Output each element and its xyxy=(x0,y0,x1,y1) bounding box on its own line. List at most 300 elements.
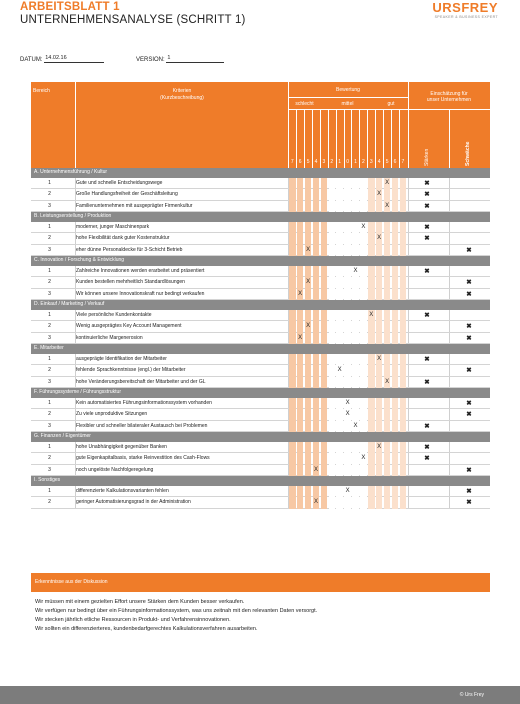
rating-cell[interactable] xyxy=(289,377,296,389)
rating-cell[interactable] xyxy=(368,178,375,190)
rating-cell[interactable] xyxy=(305,222,312,234)
rating-cell[interactable] xyxy=(336,354,343,366)
rating-cell[interactable] xyxy=(305,333,312,345)
rating-cell[interactable] xyxy=(384,486,391,498)
rating-cell[interactable] xyxy=(344,321,351,333)
rating-cell[interactable] xyxy=(352,465,359,477)
rating-cell[interactable] xyxy=(352,233,359,245)
rating-cell[interactable] xyxy=(329,442,336,454)
rating-cell[interactable] xyxy=(329,365,336,377)
rating-cell[interactable] xyxy=(329,189,336,201)
rating-cell[interactable] xyxy=(297,189,304,201)
rating-cell[interactable] xyxy=(344,333,351,345)
rating-cell[interactable] xyxy=(392,333,399,345)
rating-cell[interactable] xyxy=(297,365,304,377)
rating-cell[interactable] xyxy=(313,333,320,345)
rating-cell[interactable] xyxy=(289,453,296,465)
rating-cell[interactable] xyxy=(400,421,407,433)
rating-cell[interactable] xyxy=(289,442,296,454)
rating-cell[interactable] xyxy=(376,289,383,301)
rating-cell[interactable] xyxy=(329,377,336,389)
rating-cell[interactable] xyxy=(336,465,343,477)
rating-cell[interactable] xyxy=(313,310,320,322)
rating-cell[interactable] xyxy=(305,497,312,509)
rating-cell[interactable] xyxy=(360,409,367,421)
rating-cell[interactable] xyxy=(336,333,343,345)
rating-cell[interactable] xyxy=(352,222,359,234)
rating-cell[interactable] xyxy=(400,442,407,454)
rating-cell[interactable] xyxy=(368,189,375,201)
rating-cell[interactable] xyxy=(400,321,407,333)
rating-cell[interactable] xyxy=(313,442,320,454)
rating-cell[interactable] xyxy=(336,289,343,301)
rating-cell[interactable] xyxy=(321,497,328,509)
rating-cell[interactable] xyxy=(360,189,367,201)
rating-cell[interactable] xyxy=(289,245,296,257)
rating-cell[interactable] xyxy=(384,409,391,421)
rating-cell[interactable] xyxy=(329,310,336,322)
rating-cell[interactable] xyxy=(368,365,375,377)
rating-cell[interactable] xyxy=(400,310,407,322)
rating-cell[interactable] xyxy=(289,310,296,322)
rating-cell[interactable] xyxy=(376,497,383,509)
rating-cell[interactable] xyxy=(305,233,312,245)
rating-cell[interactable] xyxy=(360,377,367,389)
rating-cell[interactable] xyxy=(352,277,359,289)
rating-cell[interactable] xyxy=(305,189,312,201)
rating-cell[interactable] xyxy=(321,333,328,345)
rating-cell[interactable] xyxy=(352,377,359,389)
rating-cell[interactable] xyxy=(329,266,336,278)
rating-cell[interactable] xyxy=(289,189,296,201)
rating-cell[interactable] xyxy=(392,289,399,301)
rating-cell[interactable] xyxy=(336,277,343,289)
rating-cell[interactable] xyxy=(392,245,399,257)
rating-cell[interactable] xyxy=(336,377,343,389)
rating-cell[interactable] xyxy=(305,289,312,301)
rating-cell[interactable] xyxy=(376,333,383,345)
rating-cell[interactable] xyxy=(352,365,359,377)
rating-cell[interactable] xyxy=(384,333,391,345)
rating-cell[interactable] xyxy=(360,289,367,301)
rating-cell[interactable] xyxy=(400,245,407,257)
rating-cell[interactable] xyxy=(297,245,304,257)
rating-cell[interactable] xyxy=(313,201,320,213)
rating-cell[interactable] xyxy=(313,266,320,278)
rating-cell[interactable] xyxy=(368,453,375,465)
rating-cell[interactable] xyxy=(360,465,367,477)
rating-cell[interactable] xyxy=(313,354,320,366)
rating-cell[interactable] xyxy=(344,421,351,433)
rating-cell[interactable] xyxy=(392,178,399,190)
rating-cell[interactable] xyxy=(360,354,367,366)
rating-cell[interactable] xyxy=(352,245,359,257)
rating-cell[interactable] xyxy=(368,245,375,257)
rating-cell[interactable] xyxy=(368,289,375,301)
rating-cell[interactable] xyxy=(297,486,304,498)
rating-cell[interactable] xyxy=(392,465,399,477)
rating-cell[interactable] xyxy=(297,442,304,454)
rating-cell[interactable] xyxy=(289,497,296,509)
rating-cell[interactable] xyxy=(384,465,391,477)
date-value[interactable]: 14.02.16 xyxy=(44,55,104,63)
rating-cell[interactable] xyxy=(336,310,343,322)
rating-cell[interactable] xyxy=(321,321,328,333)
rating-cell[interactable] xyxy=(297,277,304,289)
rating-cell[interactable] xyxy=(376,321,383,333)
rating-cell[interactable] xyxy=(376,409,383,421)
rating-cell[interactable] xyxy=(329,245,336,257)
rating-cell[interactable] xyxy=(336,321,343,333)
rating-cell[interactable] xyxy=(329,486,336,498)
rating-cell[interactable] xyxy=(384,442,391,454)
rating-cell[interactable] xyxy=(344,189,351,201)
rating-cell[interactable] xyxy=(392,189,399,201)
rating-cell[interactable] xyxy=(368,442,375,454)
rating-cell[interactable] xyxy=(336,398,343,410)
rating-cell[interactable] xyxy=(376,277,383,289)
rating-cell[interactable] xyxy=(344,365,351,377)
rating-cell[interactable] xyxy=(344,201,351,213)
rating-cell[interactable] xyxy=(289,486,296,498)
rating-cell[interactable] xyxy=(376,201,383,213)
rating-cell[interactable] xyxy=(384,233,391,245)
rating-cell[interactable] xyxy=(297,178,304,190)
rating-cell[interactable] xyxy=(305,365,312,377)
rating-cell[interactable] xyxy=(344,289,351,301)
rating-cell[interactable] xyxy=(368,233,375,245)
rating-cell[interactable] xyxy=(376,178,383,190)
rating-cell[interactable] xyxy=(400,189,407,201)
rating-cell[interactable] xyxy=(392,398,399,410)
rating-cell[interactable] xyxy=(368,497,375,509)
rating-cell[interactable] xyxy=(352,310,359,322)
rating-cell[interactable] xyxy=(329,233,336,245)
rating-cell[interactable] xyxy=(336,245,343,257)
rating-cell[interactable] xyxy=(329,277,336,289)
rating-cell[interactable] xyxy=(368,266,375,278)
rating-cell[interactable] xyxy=(289,277,296,289)
rating-cell[interactable] xyxy=(313,321,320,333)
rating-cell[interactable] xyxy=(305,421,312,433)
rating-cell[interactable] xyxy=(297,222,304,234)
rating-cell[interactable] xyxy=(352,409,359,421)
rating-cell[interactable] xyxy=(384,354,391,366)
rating-cell[interactable] xyxy=(360,266,367,278)
rating-cell[interactable] xyxy=(297,398,304,410)
rating-cell[interactable] xyxy=(321,465,328,477)
rating-cell[interactable] xyxy=(329,178,336,190)
rating-cell[interactable] xyxy=(321,354,328,366)
rating-cell[interactable] xyxy=(368,354,375,366)
rating-cell[interactable] xyxy=(376,421,383,433)
rating-cell[interactable] xyxy=(368,333,375,345)
rating-cell[interactable] xyxy=(305,178,312,190)
rating-cell[interactable] xyxy=(344,277,351,289)
rating-cell[interactable] xyxy=(289,222,296,234)
rating-cell[interactable] xyxy=(376,465,383,477)
rating-cell[interactable] xyxy=(313,233,320,245)
rating-cell[interactable] xyxy=(305,398,312,410)
rating-cell[interactable] xyxy=(321,178,328,190)
rating-cell[interactable] xyxy=(297,409,304,421)
rating-cell[interactable] xyxy=(392,310,399,322)
rating-cell[interactable] xyxy=(384,398,391,410)
rating-cell[interactable] xyxy=(400,465,407,477)
rating-cell[interactable] xyxy=(336,486,343,498)
rating-cell[interactable] xyxy=(336,453,343,465)
rating-cell[interactable] xyxy=(289,233,296,245)
rating-cell[interactable] xyxy=(344,178,351,190)
rating-cell[interactable] xyxy=(329,201,336,213)
rating-cell[interactable] xyxy=(400,277,407,289)
rating-cell[interactable] xyxy=(305,310,312,322)
rating-cell[interactable] xyxy=(352,398,359,410)
rating-cell[interactable] xyxy=(400,497,407,509)
rating-cell[interactable] xyxy=(321,189,328,201)
rating-cell[interactable] xyxy=(289,178,296,190)
rating-cell[interactable] xyxy=(392,377,399,389)
rating-cell[interactable] xyxy=(360,421,367,433)
rating-cell[interactable] xyxy=(329,453,336,465)
rating-cell[interactable] xyxy=(392,354,399,366)
rating-cell[interactable] xyxy=(360,365,367,377)
rating-cell[interactable] xyxy=(360,497,367,509)
rating-cell[interactable] xyxy=(336,421,343,433)
rating-cell[interactable] xyxy=(400,377,407,389)
rating-cell[interactable] xyxy=(360,321,367,333)
rating-cell[interactable] xyxy=(360,277,367,289)
rating-cell[interactable] xyxy=(336,222,343,234)
rating-cell[interactable] xyxy=(344,233,351,245)
rating-cell[interactable] xyxy=(344,266,351,278)
rating-cell[interactable] xyxy=(384,497,391,509)
rating-cell[interactable] xyxy=(297,233,304,245)
rating-cell[interactable] xyxy=(344,465,351,477)
rating-cell[interactable] xyxy=(376,222,383,234)
rating-cell[interactable] xyxy=(400,453,407,465)
rating-cell[interactable] xyxy=(368,486,375,498)
rating-cell[interactable] xyxy=(305,453,312,465)
rating-cell[interactable] xyxy=(352,453,359,465)
rating-cell[interactable] xyxy=(376,365,383,377)
rating-cell[interactable] xyxy=(305,354,312,366)
rating-cell[interactable] xyxy=(321,222,328,234)
rating-cell[interactable] xyxy=(368,222,375,234)
rating-cell[interactable] xyxy=(289,289,296,301)
rating-cell[interactable] xyxy=(305,465,312,477)
rating-cell[interactable] xyxy=(400,289,407,301)
rating-cell[interactable] xyxy=(392,277,399,289)
rating-cell[interactable] xyxy=(297,497,304,509)
rating-cell[interactable] xyxy=(360,310,367,322)
rating-cell[interactable] xyxy=(360,442,367,454)
rating-cell[interactable] xyxy=(329,289,336,301)
rating-cell[interactable] xyxy=(352,178,359,190)
rating-cell[interactable] xyxy=(321,266,328,278)
rating-cell[interactable] xyxy=(352,189,359,201)
rating-cell[interactable] xyxy=(321,289,328,301)
rating-cell[interactable] xyxy=(392,409,399,421)
rating-cell[interactable] xyxy=(289,398,296,410)
rating-cell[interactable] xyxy=(336,201,343,213)
rating-cell[interactable] xyxy=(313,189,320,201)
rating-cell[interactable] xyxy=(352,486,359,498)
rating-cell[interactable] xyxy=(360,398,367,410)
rating-cell[interactable] xyxy=(305,486,312,498)
rating-cell[interactable] xyxy=(360,201,367,213)
rating-cell[interactable] xyxy=(329,465,336,477)
rating-cell[interactable] xyxy=(360,486,367,498)
rating-cell[interactable] xyxy=(400,486,407,498)
rating-cell[interactable] xyxy=(352,497,359,509)
rating-cell[interactable] xyxy=(297,421,304,433)
rating-cell[interactable] xyxy=(289,409,296,421)
rating-cell[interactable] xyxy=(368,465,375,477)
rating-cell[interactable] xyxy=(321,310,328,322)
rating-cell[interactable] xyxy=(384,421,391,433)
rating-cell[interactable] xyxy=(368,321,375,333)
rating-cell[interactable] xyxy=(336,409,343,421)
rating-cell[interactable] xyxy=(305,266,312,278)
rating-cell[interactable] xyxy=(352,289,359,301)
rating-cell[interactable] xyxy=(368,409,375,421)
rating-cell[interactable] xyxy=(344,245,351,257)
rating-cell[interactable] xyxy=(344,453,351,465)
rating-cell[interactable] xyxy=(400,333,407,345)
rating-cell[interactable] xyxy=(313,222,320,234)
rating-cell[interactable] xyxy=(289,333,296,345)
rating-cell[interactable] xyxy=(400,222,407,234)
rating-cell[interactable] xyxy=(321,442,328,454)
rating-cell[interactable] xyxy=(368,398,375,410)
rating-cell[interactable] xyxy=(384,310,391,322)
rating-cell[interactable] xyxy=(329,398,336,410)
rating-cell[interactable] xyxy=(313,289,320,301)
rating-cell[interactable] xyxy=(329,497,336,509)
rating-cell[interactable] xyxy=(392,486,399,498)
rating-cell[interactable] xyxy=(392,222,399,234)
rating-cell[interactable] xyxy=(392,421,399,433)
rating-cell[interactable] xyxy=(297,377,304,389)
rating-cell[interactable] xyxy=(305,377,312,389)
rating-cell[interactable] xyxy=(305,409,312,421)
rating-cell[interactable] xyxy=(313,421,320,433)
rating-cell[interactable] xyxy=(360,178,367,190)
rating-cell[interactable] xyxy=(376,453,383,465)
rating-cell[interactable] xyxy=(376,245,383,257)
rating-cell[interactable] xyxy=(384,453,391,465)
rating-cell[interactable] xyxy=(297,354,304,366)
rating-cell[interactable] xyxy=(289,465,296,477)
rating-cell[interactable] xyxy=(384,321,391,333)
rating-cell[interactable] xyxy=(344,310,351,322)
rating-cell[interactable] xyxy=(289,365,296,377)
rating-cell[interactable] xyxy=(400,201,407,213)
rating-cell[interactable] xyxy=(297,321,304,333)
rating-cell[interactable] xyxy=(400,409,407,421)
rating-cell[interactable] xyxy=(313,178,320,190)
rating-cell[interactable] xyxy=(384,245,391,257)
rating-cell[interactable] xyxy=(336,497,343,509)
rating-cell[interactable] xyxy=(336,442,343,454)
rating-cell[interactable] xyxy=(376,310,383,322)
rating-cell[interactable] xyxy=(360,333,367,345)
rating-cell[interactable] xyxy=(321,409,328,421)
rating-cell[interactable] xyxy=(313,486,320,498)
rating-cell[interactable] xyxy=(360,245,367,257)
rating-cell[interactable] xyxy=(368,421,375,433)
rating-cell[interactable] xyxy=(321,201,328,213)
rating-cell[interactable] xyxy=(336,189,343,201)
rating-cell[interactable] xyxy=(313,453,320,465)
rating-cell[interactable] xyxy=(384,222,391,234)
rating-cell[interactable] xyxy=(289,421,296,433)
rating-cell[interactable] xyxy=(400,398,407,410)
rating-cell[interactable] xyxy=(344,497,351,509)
rating-cell[interactable] xyxy=(392,201,399,213)
rating-cell[interactable] xyxy=(400,266,407,278)
rating-cell[interactable] xyxy=(352,321,359,333)
rating-cell[interactable] xyxy=(297,465,304,477)
rating-cell[interactable] xyxy=(313,245,320,257)
rating-cell[interactable] xyxy=(305,442,312,454)
rating-cell[interactable] xyxy=(321,233,328,245)
rating-cell[interactable] xyxy=(336,178,343,190)
rating-cell[interactable] xyxy=(344,442,351,454)
rating-cell[interactable] xyxy=(352,333,359,345)
rating-cell[interactable] xyxy=(400,178,407,190)
rating-cell[interactable] xyxy=(384,277,391,289)
rating-cell[interactable] xyxy=(368,277,375,289)
rating-cell[interactable] xyxy=(313,365,320,377)
rating-cell[interactable] xyxy=(352,442,359,454)
rating-cell[interactable] xyxy=(305,201,312,213)
rating-cell[interactable] xyxy=(297,201,304,213)
rating-cell[interactable] xyxy=(321,365,328,377)
rating-cell[interactable] xyxy=(329,333,336,345)
rating-cell[interactable] xyxy=(344,377,351,389)
rating-cell[interactable] xyxy=(392,497,399,509)
rating-cell[interactable] xyxy=(297,310,304,322)
rating-cell[interactable] xyxy=(360,233,367,245)
rating-cell[interactable] xyxy=(313,398,320,410)
rating-cell[interactable] xyxy=(321,245,328,257)
rating-cell[interactable] xyxy=(344,222,351,234)
rating-cell[interactable] xyxy=(352,354,359,366)
rating-cell[interactable] xyxy=(313,377,320,389)
rating-cell[interactable] xyxy=(384,189,391,201)
rating-cell[interactable] xyxy=(289,354,296,366)
rating-cell[interactable] xyxy=(321,277,328,289)
rating-cell[interactable] xyxy=(368,377,375,389)
rating-cell[interactable] xyxy=(384,266,391,278)
rating-cell[interactable] xyxy=(392,233,399,245)
rating-cell[interactable] xyxy=(297,266,304,278)
rating-cell[interactable] xyxy=(368,201,375,213)
rating-cell[interactable] xyxy=(321,453,328,465)
rating-cell[interactable] xyxy=(321,421,328,433)
rating-cell[interactable] xyxy=(321,398,328,410)
version-value[interactable]: 1 xyxy=(166,55,224,63)
rating-cell[interactable] xyxy=(329,321,336,333)
rating-cell[interactable] xyxy=(392,321,399,333)
rating-cell[interactable] xyxy=(344,354,351,366)
rating-cell[interactable] xyxy=(376,398,383,410)
rating-cell[interactable] xyxy=(392,365,399,377)
rating-cell[interactable] xyxy=(376,486,383,498)
rating-cell[interactable] xyxy=(384,289,391,301)
